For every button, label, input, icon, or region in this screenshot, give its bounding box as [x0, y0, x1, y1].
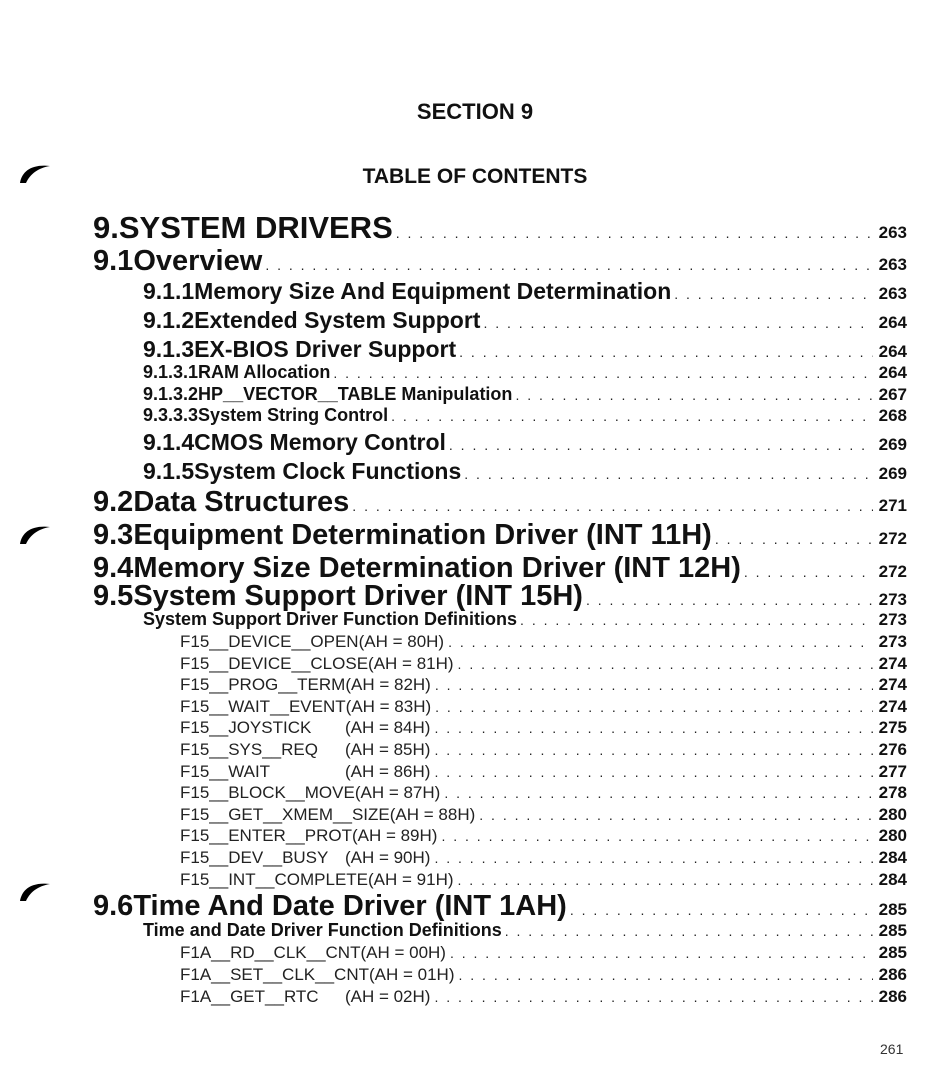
dot-leader — [515, 384, 872, 405]
entry-title: RAM Allocation — [198, 362, 331, 382]
dot-leader — [434, 762, 872, 782]
entry-title: SYSTEM DRIVERS — [118, 210, 393, 245]
function-page: 280 — [878, 805, 907, 824]
entry-page: 272 — [878, 562, 907, 581]
function-page: 274 — [878, 675, 907, 694]
dot-leader — [352, 486, 872, 519]
toc-entry[interactable] — [93, 890, 907, 923]
dot-leader — [458, 965, 872, 985]
entry-page: 268 — [878, 406, 907, 425]
dot-leader — [570, 890, 873, 923]
entry-page: 263 — [878, 284, 907, 303]
binder-hole-mark — [18, 523, 52, 545]
entry-number: 9.6 — [93, 890, 134, 922]
function-name: F15__DEVICE__OPEN — [180, 632, 359, 651]
entry-title: System String Control — [198, 405, 389, 425]
dot-leader — [458, 654, 873, 674]
function-code: (AH = 90H) — [344, 848, 431, 867]
dot-leader — [458, 870, 873, 890]
function-page: 274 — [878, 654, 907, 673]
function-entry[interactable] — [180, 965, 907, 985]
dot-leader — [449, 429, 873, 456]
function-entry[interactable] — [180, 943, 907, 963]
entry-page: 273 — [878, 590, 907, 609]
function-code: (AH = 01H) — [368, 965, 455, 984]
dot-leader — [448, 632, 873, 652]
function-page: 280 — [878, 826, 907, 845]
entry-title: Overview — [133, 245, 263, 277]
dot-leader — [265, 245, 872, 278]
entry-title: Time And Date Driver (INT 1AH) — [133, 890, 567, 922]
dot-leader — [483, 307, 872, 334]
entry-title: Time and Date Driver Function Definitions — [143, 920, 502, 940]
function-name: F15__INT__COMPLETE — [180, 870, 369, 889]
toc-entry[interactable] — [143, 336, 907, 363]
entry-title: Data Structures — [133, 486, 350, 518]
function-code: (AH = 86H) — [344, 762, 431, 781]
toc-entry[interactable] — [143, 384, 907, 405]
entry-number: 9.1.5 — [143, 458, 195, 484]
entry-number: 9.3.3.3 — [143, 405, 199, 425]
dot-leader — [434, 740, 872, 760]
function-code: (AH = 91H) — [368, 870, 454, 889]
function-code: (AH = 87H) — [354, 783, 441, 802]
function-page: 274 — [878, 697, 907, 716]
function-name: F1A__GET__RTC — [180, 987, 319, 1006]
entry-title: HP__VECTOR__TABLE Manipulation — [198, 384, 513, 404]
function-entry[interactable] — [180, 718, 907, 738]
entry-page: 273 — [878, 610, 907, 629]
function-code: (AH = 88H) — [389, 805, 476, 824]
function-entry[interactable] — [180, 632, 907, 652]
entry-title: System Support Driver (INT 15H) — [133, 580, 583, 612]
dot-leader — [444, 783, 872, 803]
entry-page: 263 — [878, 255, 907, 274]
dot-leader — [464, 458, 872, 485]
function-code: (AH = 85H) — [344, 740, 431, 759]
function-name: F15__DEV__BUSY — [180, 848, 329, 867]
function-name: F1A__SET__CLK__CNT — [180, 965, 369, 984]
entry-number: 9.1.2 — [143, 307, 195, 333]
entry-number: 9.1.3.1 — [143, 362, 199, 382]
function-entry[interactable] — [180, 675, 907, 695]
function-code: (AH = 80H) — [358, 632, 445, 651]
entry-page: 264 — [878, 363, 907, 382]
entry-page: 269 — [878, 464, 907, 483]
toc-title: TABLE OF CONTENTS — [362, 165, 588, 188]
entry-page: 269 — [878, 435, 907, 454]
function-page: 277 — [878, 762, 907, 781]
dot-leader — [441, 826, 872, 846]
function-name: F15__WAIT — [180, 762, 271, 781]
function-code: (AH = 84H) — [344, 718, 431, 737]
toc-entry[interactable] — [93, 519, 907, 552]
function-page: 284 — [878, 870, 907, 889]
entry-number: 9.3 — [93, 519, 134, 551]
entry-title: System Clock Functions — [194, 458, 462, 484]
function-entry[interactable] — [180, 697, 907, 717]
function-page: 286 — [878, 987, 907, 1006]
function-code: (AH = 02H) — [344, 987, 431, 1006]
function-code: (AH = 81H) — [368, 654, 454, 673]
entry-title: Equipment Determination Driver (INT 11H) — [133, 519, 712, 551]
dot-leader — [434, 718, 872, 738]
entry-page: 285 — [878, 921, 907, 940]
dot-leader — [715, 519, 873, 552]
dot-leader — [396, 210, 873, 246]
toc-entry[interactable] — [143, 362, 907, 383]
entry-number: 9.1.3 — [143, 336, 195, 362]
function-entry[interactable] — [180, 783, 907, 803]
page-number: 261 — [880, 1041, 904, 1057]
toc-entry[interactable] — [143, 307, 907, 334]
function-page: 276 — [878, 740, 907, 759]
function-name: F15__DEVICE__CLOSE — [180, 654, 369, 673]
entry-number: 9.5 — [93, 580, 134, 612]
toc-entry[interactable] — [93, 486, 907, 519]
function-page: 285 — [878, 943, 907, 962]
dot-leader — [505, 920, 873, 941]
function-code: (AH = 00H) — [360, 943, 446, 962]
function-name: F15__BLOCK__MOVE — [180, 783, 355, 802]
entry-title: System Support Driver Function Definitions — [143, 609, 518, 629]
dot-leader — [450, 943, 873, 963]
function-name: F1A__RD__CLK__CNT — [180, 943, 361, 962]
dot-leader — [391, 405, 873, 426]
function-entry[interactable] — [180, 848, 907, 868]
dot-leader — [459, 336, 872, 363]
binder-hole-mark — [18, 880, 52, 902]
function-name: F15__PROG__TERM — [180, 675, 346, 694]
function-name: F15__ENTER__PROT — [180, 826, 352, 845]
section-title: SECTION 9 — [416, 99, 534, 124]
toc-entry[interactable] — [143, 920, 907, 941]
dot-leader — [520, 609, 873, 630]
entry-number: 9.4 — [93, 552, 134, 584]
function-name: F15__SYS__REQ — [180, 740, 318, 759]
toc-entry[interactable] — [93, 210, 907, 246]
entry-title: Extended System Support — [194, 307, 481, 333]
function-name: F15__JOYSTICK — [180, 718, 312, 737]
toc-entry[interactable] — [93, 245, 907, 278]
entry-title: Memory Size Determination Driver (INT 12H) — [133, 552, 741, 584]
dot-leader — [479, 805, 872, 825]
entry-page: 285 — [878, 900, 907, 919]
entry-title: EX-BIOS Driver Support — [194, 336, 457, 362]
function-page: 278 — [878, 783, 907, 802]
binder-hole-mark — [18, 162, 52, 184]
entry-number: 9.2 — [93, 486, 134, 518]
entry-page: 264 — [878, 313, 907, 332]
dot-leader — [434, 987, 872, 1007]
function-code: (AH = 89H) — [351, 826, 438, 845]
dot-leader — [333, 362, 872, 383]
entry-number: 9.1.4 — [143, 429, 195, 455]
function-page: 275 — [878, 718, 907, 737]
dot-leader — [674, 278, 872, 305]
toc-entry[interactable] — [143, 278, 907, 305]
entry-number: 9. — [93, 210, 119, 245]
entry-title: CMOS Memory Control — [194, 429, 446, 455]
dot-leader — [434, 848, 872, 868]
function-entry[interactable] — [180, 762, 907, 782]
entry-page: 271 — [878, 496, 907, 515]
entry-page: 263 — [878, 223, 907, 242]
function-entry[interactable] — [180, 740, 907, 760]
toc-entry[interactable] — [143, 429, 907, 456]
toc-entry[interactable] — [143, 609, 907, 630]
entry-page: 267 — [878, 385, 907, 404]
entry-number: 9.1.1 — [143, 278, 195, 304]
dot-leader — [435, 697, 872, 717]
function-entry[interactable] — [180, 654, 907, 674]
function-entry[interactable] — [180, 826, 907, 846]
function-page: 284 — [878, 848, 907, 867]
toc-entry[interactable] — [143, 405, 907, 426]
dot-leader — [435, 675, 873, 695]
function-code: (AH = 82H) — [345, 675, 431, 694]
function-entry[interactable] — [180, 805, 907, 825]
function-code: (AH = 83H) — [345, 697, 432, 716]
function-name: F15__GET__XMEM__SIZE — [180, 805, 390, 824]
entry-number: 9.1.3.2 — [143, 384, 199, 404]
function-entry[interactable] — [180, 870, 907, 890]
function-name: F15__WAIT__EVENT — [180, 697, 346, 716]
toc-entry[interactable] — [143, 458, 907, 485]
entry-page: 272 — [878, 529, 907, 548]
function-entry[interactable] — [180, 987, 907, 1007]
entry-title: Memory Size And Equipment Determination — [194, 278, 672, 304]
function-page: 273 — [878, 632, 907, 651]
entry-page: 264 — [878, 342, 907, 361]
function-page: 286 — [878, 965, 907, 984]
entry-number: 9.1 — [93, 245, 134, 277]
